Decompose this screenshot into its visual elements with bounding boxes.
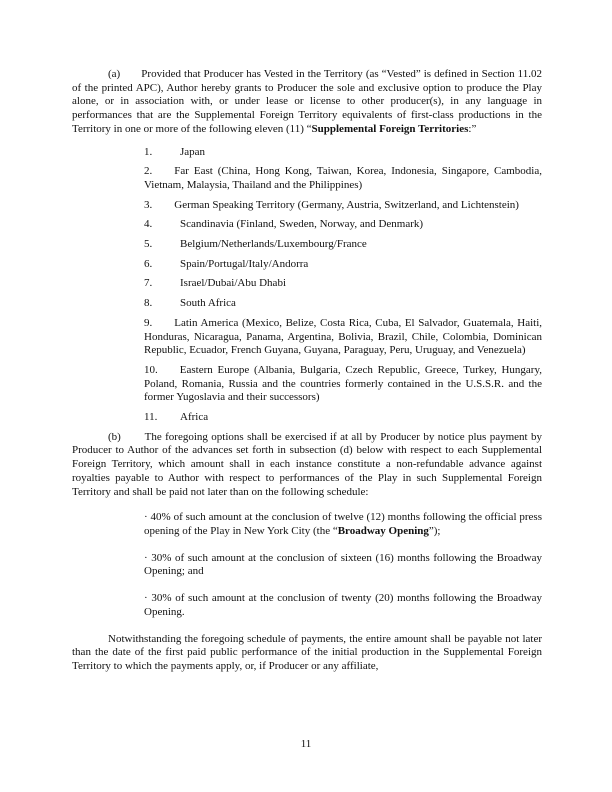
closing-paragraph: Notwithstanding the foregoing schedule of payments, the entire amount shall be payable not later than the date of the first paid public performance of the initial production in the Supplemental Foreign Territory to which the payments apply, or, if Producer or any affiliate,: [72, 632, 542, 672]
list-item: [144, 218, 542, 232]
document-page: [72, 68, 542, 674]
list-item: [144, 317, 542, 358]
list-item-text: Israel/Dubai/Abu Dhabi: [180, 277, 286, 290]
list-item-number: 10.: [144, 363, 158, 376]
paragraph-b-text: The foregoing options shall be exercised if at all by Producer by notice plus payment by Producer to Author of the advances set forth in subsection (d) below with respect to each Supplemental Foreign Territory, which amount shall in each instance constitute a non-refundable advance against royalties payable to Author with respect to performances of the Play in such Supplemental Foreign Territory and shall be paid not later than on the following schedule:: [72, 430, 542, 498]
list-item-number: 1.: [144, 145, 153, 158]
list-item-text: German Speaking Territory (Germany, Austria, Switzerland, and Lichtenstein): [174, 198, 519, 211]
list-item-text: Scandinavia (Finland, Sweden, Norway, and Denmark): [180, 218, 424, 231]
paragraph-a-label: (a): [108, 68, 121, 80]
paragraph-a: [72, 68, 542, 137]
schedule-item: · 30% of such amount at the conclusion of twenty (20) months following the Broadway Opening.: [144, 592, 542, 618]
list-item-text: Spain/Portugal/Italy/Andorra: [180, 257, 309, 270]
list-item-text: Latin America (Mexico, Belize, Costa Rica, Cuba, El Salvador, Guatemala, Haiti, Honduras, Nicaragua, Panama, Argentina, Bolivia, Brazil, Chile, Colombia, Dominican Republic, Ecuador, French Guyana, Guyana, Paraguay, Peru, Uruguay, and Venezuela): [144, 316, 542, 357]
schedule-item: [144, 511, 542, 538]
schedule-item-tail: ”);: [428, 524, 441, 537]
paragraph-a-tail: :”: [468, 122, 477, 135]
list-item-text: Japan: [180, 145, 206, 158]
schedule-item-text: · 40% of such amount at the conclusion of twelve (12) months following the official press opening of the Play in New York City (the “: [144, 511, 542, 537]
page-number: 11: [300, 738, 312, 750]
list-item: [144, 364, 542, 405]
payment-schedule: [144, 511, 542, 619]
list-item: [144, 165, 542, 192]
list-item: [144, 199, 542, 213]
paragraph-a-text: Provided that Producer has Vested in the Territory (as “Vested” is defined in Section 11.02 of the printed APC), Author hereby grants to Producer the sole and exclusive option to produce the Play alone, or in association with, or under lease or license to other producer(s), in any language in performances that are the Supplemental Foreign Territory equivalents of first-class productions in the Territory in one or more of the following eleven (11) “: [72, 68, 543, 135]
list-item-number: 6.: [144, 257, 153, 270]
list-item: [144, 258, 542, 272]
defined-term-broadway-opening: Broadway Opening: [337, 524, 429, 537]
territory-list: [144, 146, 542, 425]
list-item-number: 2.: [144, 165, 153, 178]
list-item-text: Africa: [180, 411, 209, 424]
list-item-number: 4.: [144, 218, 153, 231]
list-item-number: 8.: [144, 297, 153, 310]
list-item: [144, 238, 542, 252]
paragraph-b-label: (b): [108, 430, 121, 443]
list-item: [144, 297, 542, 311]
list-item: [144, 411, 542, 425]
list-item-number: 7.: [144, 277, 153, 290]
list-item-number: 5.: [144, 238, 153, 251]
list-item: [144, 277, 542, 291]
list-item-number: 9.: [144, 316, 153, 329]
list-item-number: 11.: [144, 411, 158, 424]
schedule-item: · 30% of such amount at the conclusion of sixteen (16) months following the Broadway Opening; and: [144, 551, 542, 578]
defined-term-supplemental-foreign-territories: Supplemental Foreign Territories: [311, 122, 469, 135]
paragraph-b: [72, 431, 542, 500]
list-item-text: Eastern Europe (Albania, Bulgaria, Czech Republic, Greece, Turkey, Hungary, Poland, Romania, Russia and the countries formerly contained in the U.S.S.R. and the former Yugoslavia and their successors): [144, 363, 542, 404]
list-item-text: Far East (China, Hong Kong, Taiwan, Korea, Indonesia, Singapore, Cambodia, Vietnam, Malaysia, Thailand and the Philippines): [144, 165, 542, 191]
list-item-number: 3.: [144, 198, 153, 211]
list-item-text: Belgium/Netherlands/Luxembourg/France: [180, 238, 367, 251]
list-item-text: South Africa: [180, 297, 236, 310]
list-item: [144, 146, 542, 160]
